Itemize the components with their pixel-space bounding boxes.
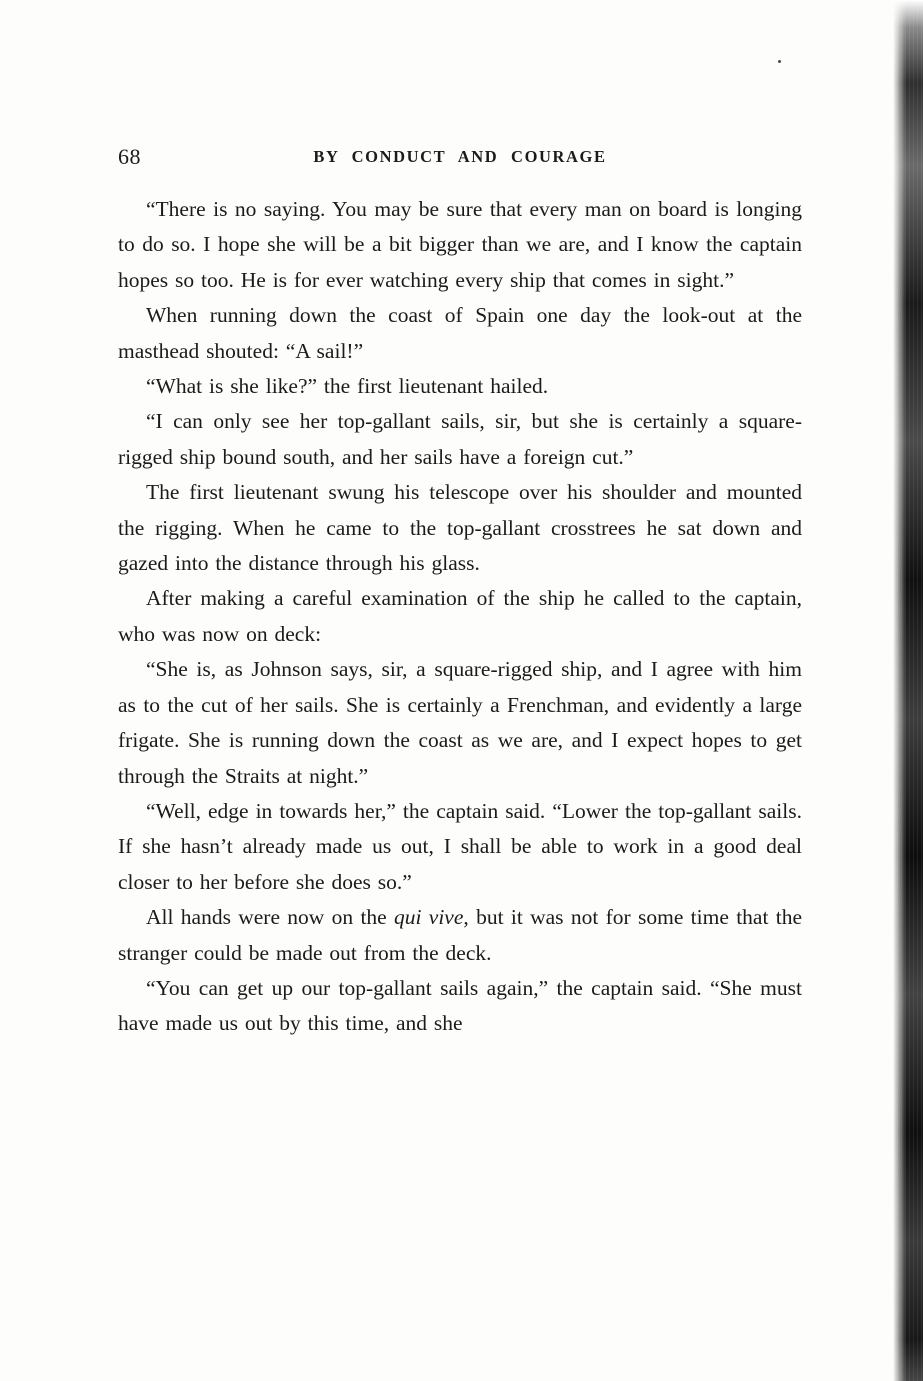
text-segment: After making a careful examination of the ship he called to the captain, who was now on deck: bbox=[118, 586, 802, 646]
paragraph bbox=[118, 971, 802, 1042]
text-segment: When running down the coast of Spain one day the look-out at the masthead shouted: “A sail!” bbox=[118, 303, 802, 363]
page-edge-shadow bbox=[893, 0, 923, 1381]
text-segment: qui vive bbox=[394, 905, 464, 930]
running-head-title: BY CONDUCT AND COURAGE bbox=[313, 147, 607, 166]
page-number: 68 bbox=[118, 144, 141, 169]
text-segment: , but it was not for some time that the stranger could be made out from the deck. bbox=[118, 905, 802, 965]
page-header bbox=[118, 144, 802, 172]
text-block bbox=[118, 192, 802, 1042]
paragraph bbox=[118, 794, 802, 900]
text-segment: “You can get up our top-gallant sails again,” the captain said. “She must have made us out by this time, and she bbox=[118, 975, 802, 1036]
text-segment: “She is, as Johnson says, sir, a square-rigged ship, and I agree with him as to the cut of her sails. She is certainly a Frenchman, and evidently a large frigate. She is running down the coast as we are, and I expect hopes to get through the Straits at night.” bbox=[118, 657, 802, 788]
text-segment: “There is no saying. You may be sure that every man on board is longing to do so. I hope she will be a bit bigger than we are, and I know the captain hopes so too. He is for ever watching every ship that comes in sight.” bbox=[118, 197, 802, 292]
paragraph bbox=[118, 581, 802, 652]
paragraph bbox=[118, 192, 802, 298]
paragraph bbox=[118, 900, 802, 971]
paragraph bbox=[118, 475, 802, 581]
scan-speck bbox=[778, 60, 781, 63]
text-segment: The first lieutenant swung his telescope over his shoulder and mounted the rigging. When he came to the top-gallant crosstrees he sat down and gazed into the distance through his glass. bbox=[118, 480, 802, 576]
text-segment: “What is she like?” the first lieutenant hailed. bbox=[146, 374, 549, 399]
paragraph bbox=[118, 298, 802, 369]
text-segment: “I can only see her top-gallant sails, sir, but she is certainly a square-rigged ship bound south, and her sails have a foreign cut.” bbox=[118, 409, 802, 469]
text-segment: All hands were now on the bbox=[146, 905, 395, 930]
paragraph bbox=[118, 652, 802, 794]
text-segment: “Well, edge in towards her,” the captain said. “Lower the top-gallant sails. If she hasn’t already made us out, I shall be able to work in a good deal closer to her before she does so.” bbox=[118, 798, 802, 894]
paragraph bbox=[118, 404, 802, 475]
paragraph bbox=[118, 369, 802, 404]
